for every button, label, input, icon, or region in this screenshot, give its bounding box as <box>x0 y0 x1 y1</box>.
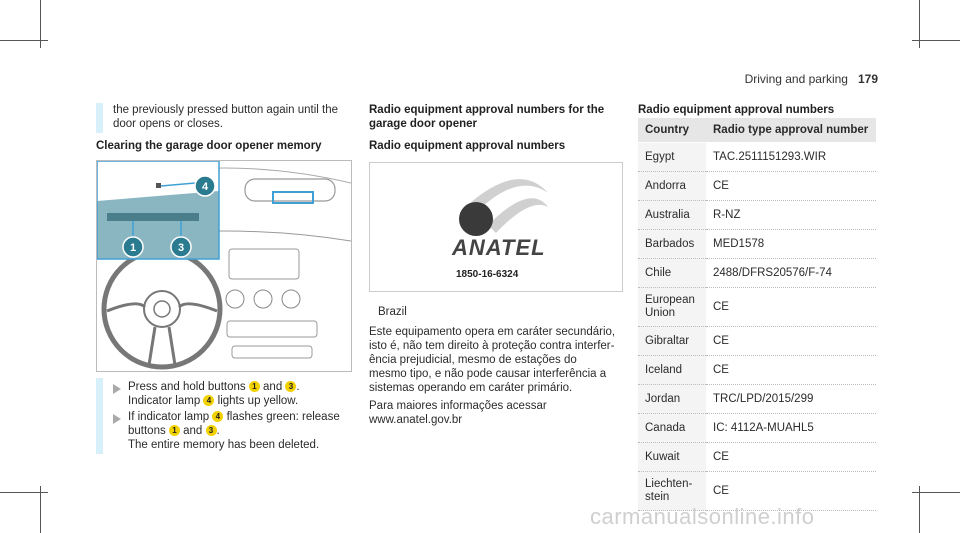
step-arrow-icon <box>113 384 121 394</box>
anatel-wordmark: ANATEL <box>452 235 546 260</box>
crop-mark <box>0 492 48 493</box>
country-cell: Gibraltar <box>638 327 706 356</box>
approval-number-cell: CE <box>706 356 876 385</box>
section-heading: Radio equipment approval numbers <box>638 104 835 116</box>
callout-4-inline: 4 <box>212 411 223 422</box>
sidebar-marker <box>96 378 103 454</box>
anatel-logo-box <box>369 162 623 292</box>
anatel-code: 1850-16-6324 <box>456 269 519 280</box>
crop-mark <box>912 492 960 493</box>
table-row <box>638 143 876 172</box>
callout-3-inline: 3 <box>285 381 296 392</box>
country-cell: Liechten-stein <box>638 472 706 511</box>
approval-number-cell: TAC.2511151293.WIR <box>706 143 876 172</box>
crop-mark <box>0 40 48 41</box>
approval-number-cell: IC: 4112A-MUAHL5 <box>706 414 876 443</box>
table-row <box>638 172 876 201</box>
column-header: Radio type approval number <box>706 118 876 143</box>
step-1: Press and hold buttons 1 and 3 . Indicator lamp 4 lights up yellow. <box>128 381 300 407</box>
sub-heading: Radio equipment approval numbers <box>369 140 566 152</box>
step-2: If indicator lamp 4 flashes green: release buttons 1 and 3 . The entire memory has been deleted. <box>128 411 340 451</box>
interior-illustration <box>96 160 352 372</box>
country-cell: Chile <box>638 259 706 288</box>
approval-number-cell: CE <box>706 443 876 472</box>
steering-wheel-illustration <box>97 161 351 371</box>
callout-1: 1 <box>129 242 137 254</box>
crop-mark <box>912 40 960 41</box>
table-row <box>638 327 876 356</box>
callout-1-inline: 1 <box>249 381 260 392</box>
column-header: Country <box>638 118 706 143</box>
callout-3: 3 <box>177 242 185 254</box>
approval-number-cell: TRC/LPD/2015/299 <box>706 385 876 414</box>
approval-table <box>638 118 876 511</box>
approval-number-cell: MED1578 <box>706 230 876 259</box>
callout-1-inline: 1 <box>169 425 180 436</box>
table-row <box>638 259 876 288</box>
crop-mark <box>919 486 920 533</box>
approval-number-cell: CE <box>706 172 876 201</box>
section-heading: Clearing the garage door opener memory <box>96 140 322 152</box>
intro-text: the previously pressed button again until the door opens or closes. <box>113 104 339 130</box>
table-row <box>638 385 876 414</box>
table-row <box>638 443 876 472</box>
country-cell: Egypt <box>638 143 706 172</box>
section-title: Driving and parking <box>744 72 848 86</box>
page-header <box>745 72 878 86</box>
country-cell: Australia <box>638 201 706 230</box>
country-cell: Canada <box>638 414 706 443</box>
approval-number-cell: CE <box>706 327 876 356</box>
country-label: Brazil <box>378 306 407 318</box>
watermark: carmanualsonline.info <box>590 504 815 529</box>
approval-number-cell: CE <box>706 288 876 327</box>
country-cell: European Union <box>638 288 706 327</box>
approval-number-cell: 2488/DFRS20576/F-74 <box>706 259 876 288</box>
section-heading: Radio equipment approval numbers for the garage door opener <box>369 104 605 130</box>
country-cell: Jordan <box>638 385 706 414</box>
crop-mark <box>40 486 41 533</box>
table-row <box>638 201 876 230</box>
table-row <box>638 414 876 443</box>
country-cell: Iceland <box>638 356 706 385</box>
country-cell: Barbados <box>638 230 706 259</box>
anatel-info: Para maiores informações acessar www.anatel.gov.br <box>369 400 547 426</box>
callout-3-inline: 3 <box>206 425 217 436</box>
step-arrow-icon <box>113 414 121 424</box>
page-number: 179 <box>857 72 878 86</box>
table-header-row <box>638 118 876 143</box>
approval-number-cell: CE <box>706 472 876 511</box>
sidebar-marker <box>96 103 103 133</box>
country-cell: Andorra <box>638 172 706 201</box>
country-cell: Kuwait <box>638 443 706 472</box>
table-row <box>638 288 876 327</box>
table-row <box>638 230 876 259</box>
callout-4-inline: 4 <box>203 395 214 406</box>
approval-number-cell: R-NZ <box>706 201 876 230</box>
callout-4: 4 <box>201 181 209 193</box>
table-row <box>638 356 876 385</box>
anatel-notice: Este equipamento opera em caráter secundário, isto é, não tem direito à proteção contra interfer-ência prejudicial, mesmo de estações do mesmo tipo, e não pode causar interferência a sistemas operando em caráter primário. <box>369 326 616 394</box>
